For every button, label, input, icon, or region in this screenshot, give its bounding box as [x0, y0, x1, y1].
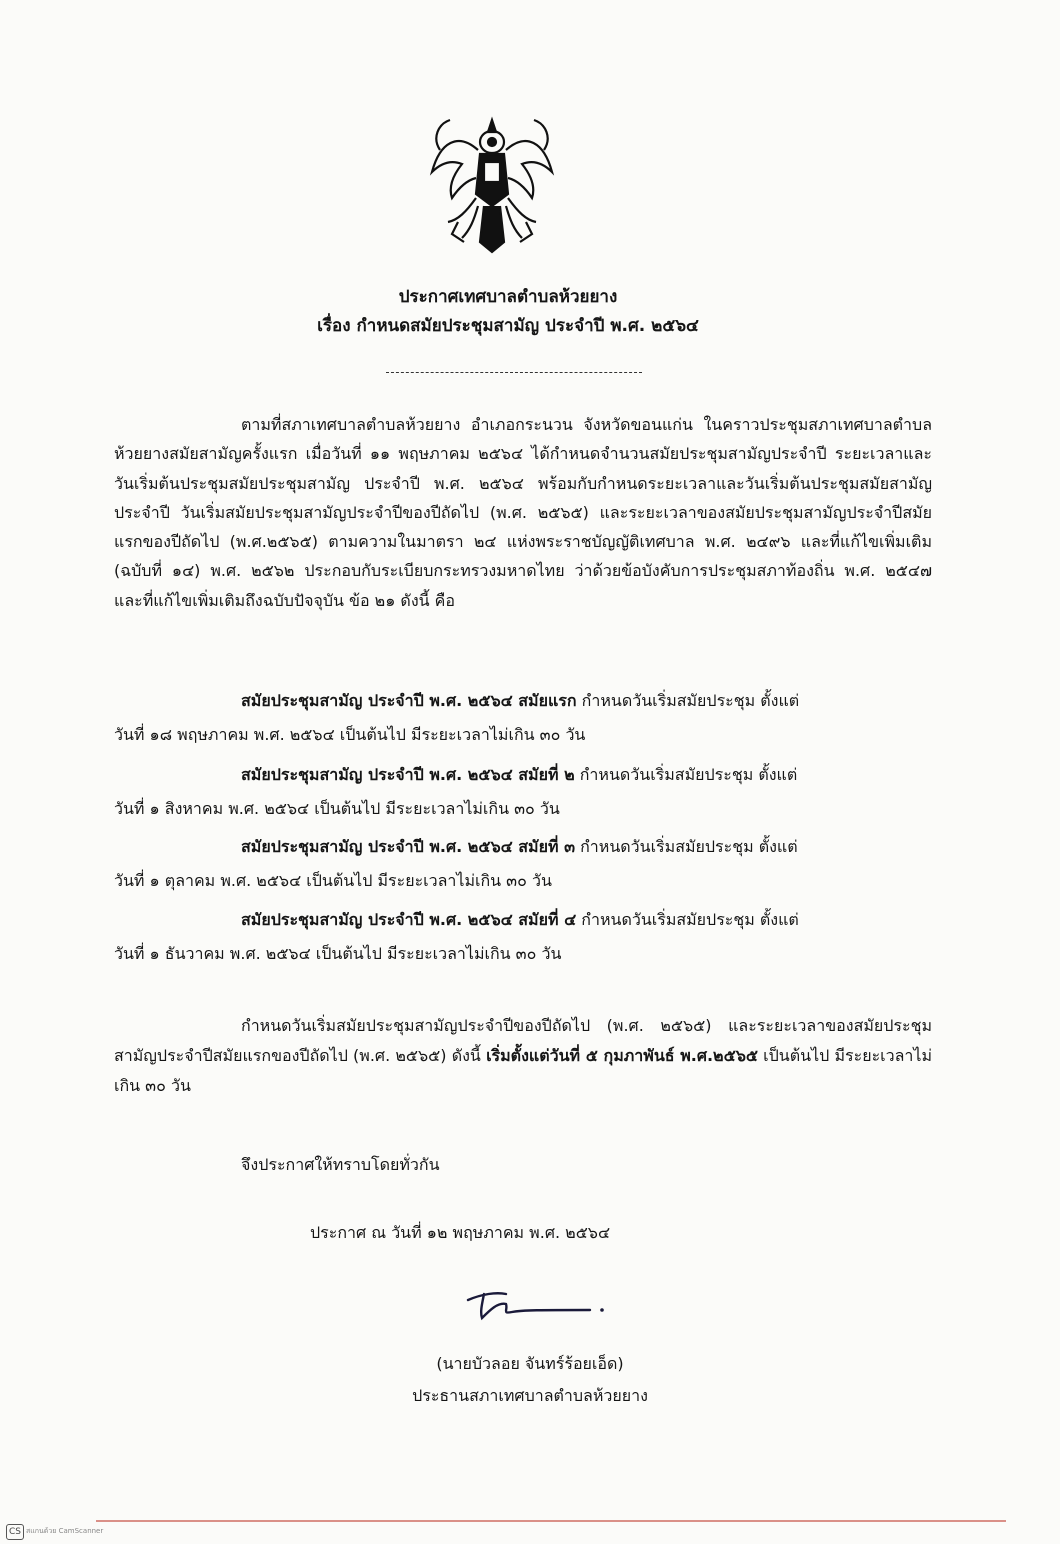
- session-start-text: กำหนดวันเริ่มสมัยประชุม ตั้งแต่: [576, 691, 800, 710]
- session-date-line: วันที่ ๑ ธันวาคม พ.ศ. ๒๕๖๔ เป็นต้นไป มีระยะเวลาไม่เกิน ๓๐ วัน: [114, 944, 562, 963]
- session-date-line: วันที่ ๑ ตุลาคม พ.ศ. ๒๕๖๔ เป็นต้นไป มีระยะเวลาไม่เกิน ๓๐ วัน: [114, 871, 552, 890]
- next-year-start-date: เริ่มตั้งแต่วันที่ ๕ กุมภาพันธ์ พ.ศ.๒๕๖๕: [486, 1046, 758, 1065]
- announcement-date: ประกาศ ณ วันที่ ๑๒ พฤษภาคม พ.ศ. ๒๕๖๔: [310, 1223, 611, 1242]
- next-year-duration: เป็นต้นไป มีระยะเวลาไม่เกิน ๓๐ วัน: [114, 1046, 932, 1095]
- closing-statement: จึงประกาศให้ทราบโดยทั่วกัน: [241, 1155, 440, 1174]
- signer-name: (นายบัวลอย จันทร์ร้อยเอ็ด): [436, 1354, 624, 1373]
- title-block: [0, 283, 1060, 341]
- session-heading: สมัยประชุมสามัญ ประจำปี พ.ศ. ๒๕๖๔ สมัยที่ ๓: [241, 837, 576, 856]
- camscanner-logo-icon: CS: [6, 1524, 24, 1540]
- session-item: [114, 830, 914, 898]
- footer-line: [96, 1520, 1006, 1522]
- session-start-text: กำหนดวันเริ่มสมัยประชุม ตั้งแต่: [574, 765, 798, 784]
- session-date-line: วันที่ ๑๘ พฤษภาคม พ.ศ. ๒๕๖๔ เป็นต้นไป มีระยะเวลาไม่เกิน ๓๐ วัน: [114, 725, 586, 744]
- session-heading: สมัยประชุมสามัญ ประจำปี พ.ศ. ๒๕๖๔ สมัยที่ ๒: [241, 765, 575, 784]
- scanner-watermark: สแกนด้วย CamScanner: [26, 1527, 104, 1535]
- signature-mark: [462, 1280, 612, 1330]
- session-start-text: กำหนดวันเริ่มสมัยประชุม ตั้งแต่: [576, 910, 799, 929]
- subject-line: เรื่อง กำหนดสมัยประชุมสามัญ ประจำปี พ.ศ. ๒๕๖๔: [317, 316, 699, 336]
- garuda-emblem: [418, 102, 566, 260]
- session-heading: สมัยประชุมสามัญ ประจำปี พ.ศ. ๒๕๖๔ สมัยแรก: [241, 691, 577, 710]
- session-start-text: กำหนดวันเริ่มสมัยประชุม ตั้งแต่: [575, 837, 798, 856]
- intro-text: ตามที่สภาเทศบาลตำบลห้วยยาง อำเภอกระนวน จังหวัดขอนแก่น ในคราวประชุมสภาเทศบาลตำบลห้วยยางสมัยสามัญครั้งแรก เมื่อวันที่ ๑๑ พฤษภาคม ๒๕๖๔ ได้กำหนดจำนวนสมัยประชุมสามัญประจำปี ระยะเวลาและวันเริ่มต้นประชุมสมัยประชุมสามัญ ประจำปี พ.ศ. ๒๕๖๔ พร้อมกับกำหนดระยะเวลาและวันเริ่มต้นประชุมสมัยสามัญประจำปี วันเริ่มสมัยประชุมสามัญประจำปีของปีถัดไป (พ.ศ. ๒๕๖๕) และระยะเวลาของสมัยประชุมสามัญประจำปีสมัยแรกของปีถัดไป (พ.ศ.๒๕๖๕) ตามความในมาตรา ๒๔ แห่งพระราชบัญญัติเทศบาล พ.ศ. ๒๔๙๖ และที่แก้ไขเพิ่มเติม (ฉบับที่ ๑๔) พ.ศ. ๒๕๖๒ ประกอบกับระเบียบกระทรวงมหาดไทย ว่าด้วยข้อบังคับการประชุมสภาท้องถิ่น พ.ศ. ๒๕๔๗ และที่แก้ไขเพิ่มเติมถึงฉบับปัจจุบัน ข้อ ๒๑ ดังนี้ คือ: [114, 415, 932, 610]
- signer-title: ประธานสภาเทศบาลตำบลห้วยยาง: [412, 1386, 648, 1405]
- session-date-line: วันที่ ๑ สิงหาคม พ.ศ. ๒๕๖๔ เป็นต้นไป มีระยะเวลาไม่เกิน ๓๐ วัน: [114, 799, 560, 818]
- next-year-paragraph: [114, 1011, 932, 1101]
- session-item: [114, 758, 914, 826]
- session-heading: สมัยประชุมสามัญ ประจำปี พ.ศ. ๒๕๖๔ สมัยที่ ๔: [241, 910, 577, 929]
- page-title: ประกาศเทศบาลตำบลห้วยยาง: [398, 287, 618, 307]
- session-item: [114, 903, 914, 971]
- next-year-text: กำหนดวันเริ่มสมัยประชุมสามัญประจำปีของปีถัดไป (พ.ศ. ๒๕๖๕) และระยะเวลาของสมัยประชุมสามัญประจำปีสมัยแรกของปีถัดไป (พ.ศ. ๒๕๖๕) ดังนี้: [114, 1016, 932, 1065]
- session-item: [114, 684, 914, 752]
- title-divider: [386, 372, 642, 373]
- intro-paragraph: [114, 410, 932, 615]
